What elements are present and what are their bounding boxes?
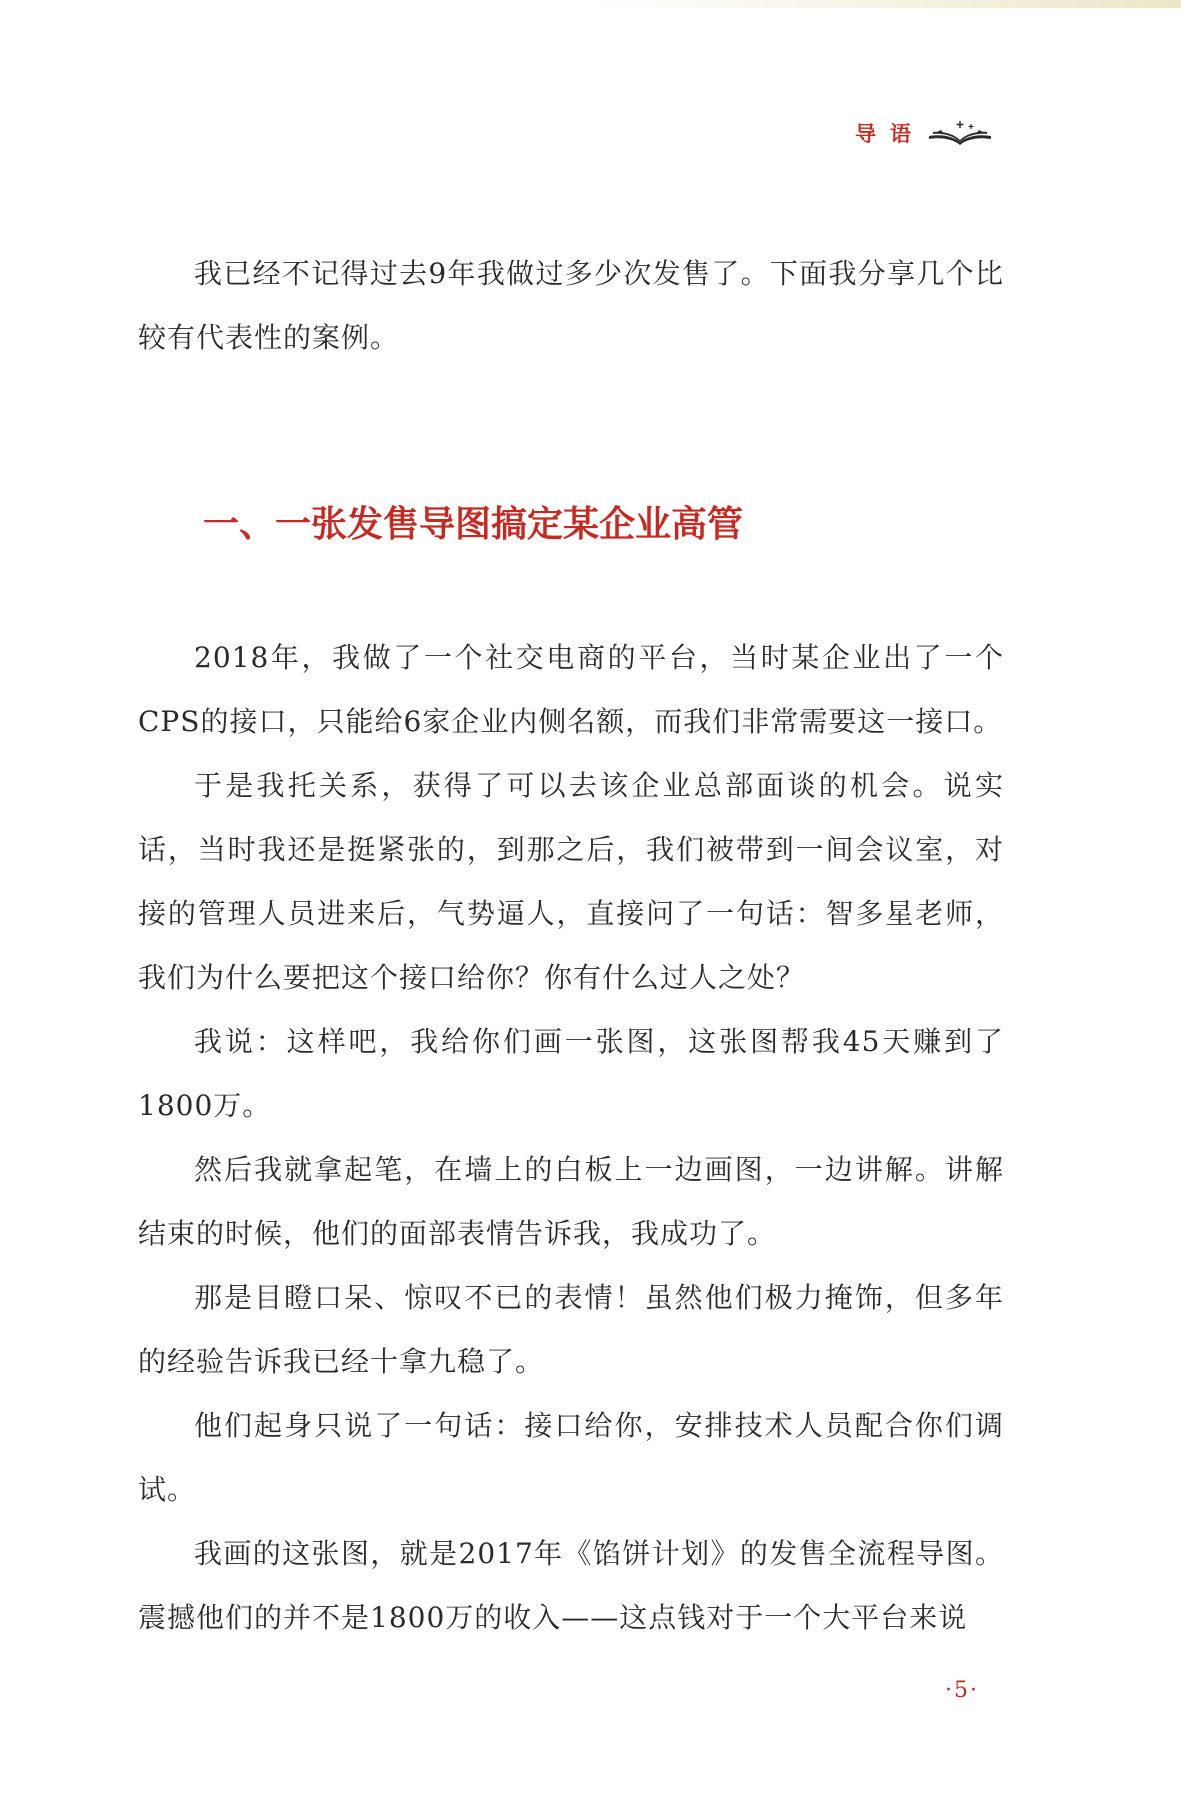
running-head (855, 118, 993, 148)
body-paragraph: 于是我托关系，获得了可以去该企业总部面谈的机会。说实话，当时我还是挺紧张的，到那之后，我们被带到一间会议室，对接的管理人员进来后，气势逼人，直接问了一句话：智多星老师，我们为什么要把这个接口给你？你有什么过人之处？ (138, 769, 1004, 994)
body-paragraph: 那是目瞪口呆、惊叹不已的表情！虽然他们极力掩饰，但多年的经验告诉我已经十拿九稳了。 (138, 1281, 1004, 1378)
body-paragraph: 2018年，我做了一个社交电商的平台，当时某企业出了一个CPS的接口，只能给6家企业内侧名额，而我们非常需要这一接口。 (138, 641, 1004, 738)
page-edge-strip (590, 0, 1181, 8)
body-paragraph: 我说：这样吧，我给你们画一张图，这张图帮我45天赚到了1800万。 (138, 1025, 1004, 1122)
section-heading: 一、一张发售导图搞定某企业高管 (203, 504, 744, 545)
running-head-title: 导语 (855, 122, 925, 146)
body-paragraph: 然后我就拿起笔，在墙上的白板上一边画图，一边讲解。讲解结束的时候，他们的面部表情告诉我，我成功了。 (138, 1153, 1004, 1250)
body-paragraph: 他们起身只说了一句话：接口给你，安排技术人员配合你们调试。 (138, 1409, 1004, 1506)
open-book-icon (927, 118, 993, 148)
page-number: ·5· (945, 1678, 979, 1703)
body-paragraph: 我画的这张图，就是2017年《馅饼计划》的发售全流程导图。震撼他们的并不是1800万的收入——这点钱对于一个大平台来说 (138, 1537, 1004, 1634)
intro-block (138, 242, 1004, 370)
intro-paragraph: 我已经不记得过去9年我做过多少次发售了。下面我分享几个比较有代表性的案例。 (138, 257, 1004, 354)
body-text (138, 626, 1004, 1650)
